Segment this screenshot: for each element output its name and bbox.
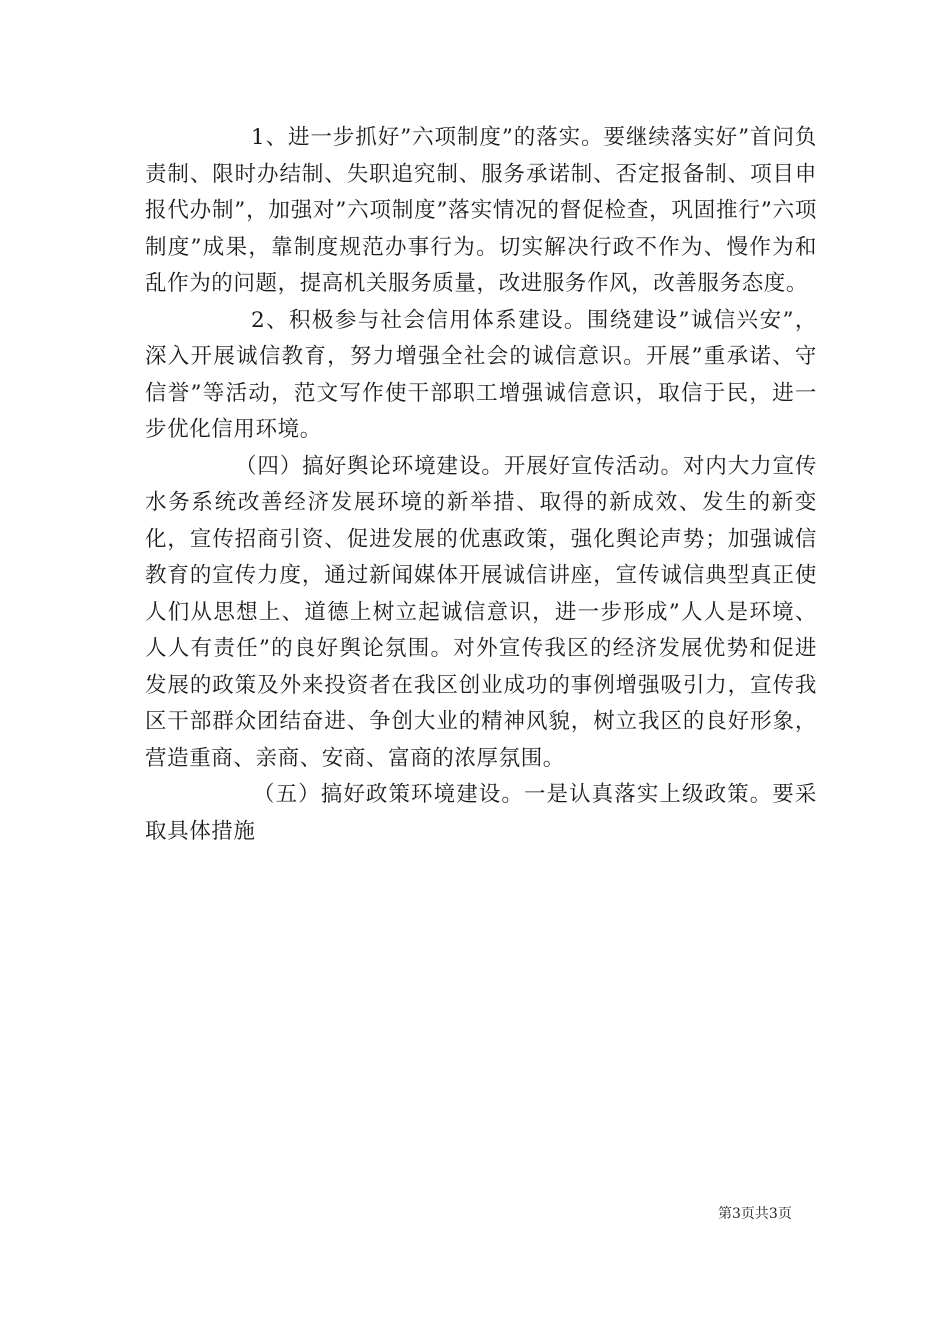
paragraph-3: （四）搞好舆论环境建设。开展好宣传活动。对内大力宣传水务系统改善经济发展环境的新举措、取得的新成效、发生的新变化，宣传招商引资、促进发展的优惠政策，强化舆论声势；加强诚信教育的宣传力度，通过新闻媒体开展诚信讲座，宣传诚信典型真正使人们从思想上、道德上树立起诚信意识，进一步形成”人人是环境、人人有责任”的良好舆论氛围。对外宣传我区的经济发展优势和促进发展的政策及外来投资者在我区创业成功的事例增强吸引力，宣传我区干部群众团结奋进、争创大业的精神风貌，树立我区的良好形象，营造重商、亲商、安商、富商的浓厚氛围。 (145, 453, 817, 771)
page-number-footer: 第3页共3页 (718, 1206, 792, 1222)
paragraph-1: 1、进一步抓好”六项制度”的落实。要继续落实好”首问负责制、限时办结制、失职追究制、服务承诺制、否定报备制、项目申报代办制”，加强对”六项制度”落实情况的督促检查，巩固推行”六项制度”成果，靠制度规范办事行为。切实解决行政不作为、慢作为和乱作为的问题，提高机关服务质量，改进服务作风，改善服务态度。 (145, 125, 817, 296)
document-body (145, 120, 817, 850)
paragraph-2: 2、积极参与社会信用体系建设。围绕建设”诚信兴安”，深入开展诚信教育，努力增强全社会的诚信意识。开展”重承诺、守信誉”等活动，范文写作使干部职工增强诚信意识，取信于民，进一步优化信用环境。 (145, 307, 817, 442)
paragraph-4: （五）搞好政策环境建设。一是认真落实上级政策。要采取具体措施 (145, 782, 817, 844)
